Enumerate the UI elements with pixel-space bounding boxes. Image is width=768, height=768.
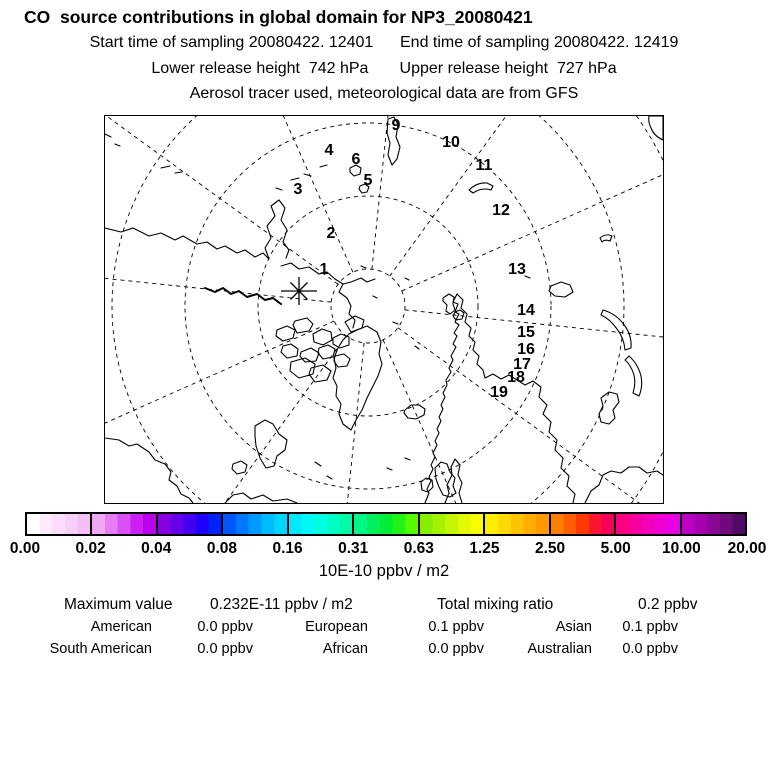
meridian-line: [105, 252, 331, 302]
colorbar-tick-label: 0.31: [338, 540, 369, 557]
meridian-line: [390, 116, 663, 276]
trajectory-point-label: 1: [319, 261, 329, 278]
region-value: 0.0 ppbv: [197, 619, 253, 635]
release-location-marker: [281, 277, 317, 305]
trajectory-point-label: 12: [492, 202, 510, 219]
meridian-line: [402, 116, 663, 291]
plot-title: CO source contributions in global domain for NP3_20080421: [24, 7, 533, 27]
colorbar: [25, 512, 747, 536]
colorbar-tick-label: 5.00: [600, 540, 631, 557]
latitude-circle: [331, 269, 405, 343]
region-value: 0.0 ppbv: [197, 641, 253, 657]
colorbar-tick-label: 1.25: [469, 540, 500, 557]
region-label: Australian: [527, 641, 592, 657]
region-label: American: [90, 619, 152, 635]
region-value: 0.1 ppbv: [428, 619, 484, 635]
colorbar-segment: [352, 514, 417, 534]
colorbar-tick-label: 0.63: [403, 540, 434, 557]
colorbar-tick-row: [0, 540, 768, 558]
colorbar-segment: [287, 514, 352, 534]
colorbar-tick-label: 20.00: [727, 540, 767, 557]
max-value: 0.232E-11 ppbv / m2: [210, 596, 353, 613]
trajectory-point-label: 19: [490, 384, 508, 401]
colorbar-tick-label: 0.00: [9, 540, 41, 557]
meridian-line: [105, 116, 338, 284]
graticule: [105, 116, 663, 503]
latitude-circle: [105, 116, 663, 503]
colorbar-segment: [614, 514, 679, 534]
meridian-line: [156, 116, 352, 272]
colorbar-tick-label: 0.02: [75, 540, 106, 557]
region-label: Asian: [555, 619, 592, 635]
colorbar-tick-label: 2.50: [534, 540, 566, 557]
trajectory-point-label: 2: [326, 225, 336, 242]
trajectory-point-label: 10: [442, 134, 460, 151]
colorbar-segment: [156, 514, 221, 534]
polar-map-svg: [105, 116, 663, 503]
max-value-label: Maximum value: [64, 596, 173, 613]
trajectory-point-label: 4: [324, 142, 334, 159]
colorbar-tick-label: 0.16: [272, 540, 303, 557]
tracer-info-line: Aerosol tracer used, meteorological data are from GFS: [189, 85, 579, 102]
region-label: African: [322, 641, 368, 657]
trajectory-point-label: 5: [363, 172, 373, 189]
trajectory-point-label: 3: [293, 181, 303, 198]
trajectory-point-label: 11: [475, 157, 493, 174]
coastlines: [105, 116, 663, 503]
colorbar-tick-label: 10.00: [661, 540, 701, 557]
colorbar-segment: [90, 514, 155, 534]
colorbar-unit-label: 10E-10 ppbv / m2: [318, 562, 450, 580]
meridian-line: [105, 321, 334, 503]
colorbar-segment: [418, 514, 483, 534]
release-heights-line: Lower release height 742 hPa Upper release height 727 hPa: [151, 60, 617, 77]
trajectory-point-label: 18: [507, 369, 525, 386]
sampling-times-line: Start time of sampling 20080422. 12401 End time of sampling 20080422. 12419: [89, 34, 679, 51]
colorbar-segment: [483, 514, 548, 534]
colorbar-segment: [549, 514, 614, 534]
latitude-circle: [258, 196, 478, 416]
total-mixing-ratio-label: Total mixing ratio: [437, 596, 554, 613]
trajectory-point-label: 15: [517, 324, 535, 341]
colorbar-tick-label: 0.04: [141, 540, 172, 557]
region-label: South American: [49, 641, 152, 657]
colorbar-tick-label: 0.08: [206, 540, 237, 557]
colorbar-segment: [221, 514, 286, 534]
polar-map: [104, 115, 664, 504]
trajectory-point-label: 9: [391, 117, 401, 134]
region-value: 0.0 ppbv: [428, 641, 484, 657]
colorbar-segment: [680, 514, 745, 534]
total-mixing-ratio-value: 0.2 ppbv: [638, 596, 698, 613]
colorbar-segment: [27, 514, 90, 534]
trajectory-point-label: 6: [351, 151, 361, 168]
region-label: European: [305, 619, 368, 635]
trajectory-point-label: 14: [517, 302, 535, 319]
region-value: 0.0 ppbv: [622, 641, 678, 657]
region-value: 0.1 ppbv: [622, 619, 678, 635]
trajectory-point-label: 16: [517, 341, 535, 358]
trajectory-point-label: 13: [508, 261, 526, 278]
trajectory-point-label: 17: [513, 356, 531, 373]
